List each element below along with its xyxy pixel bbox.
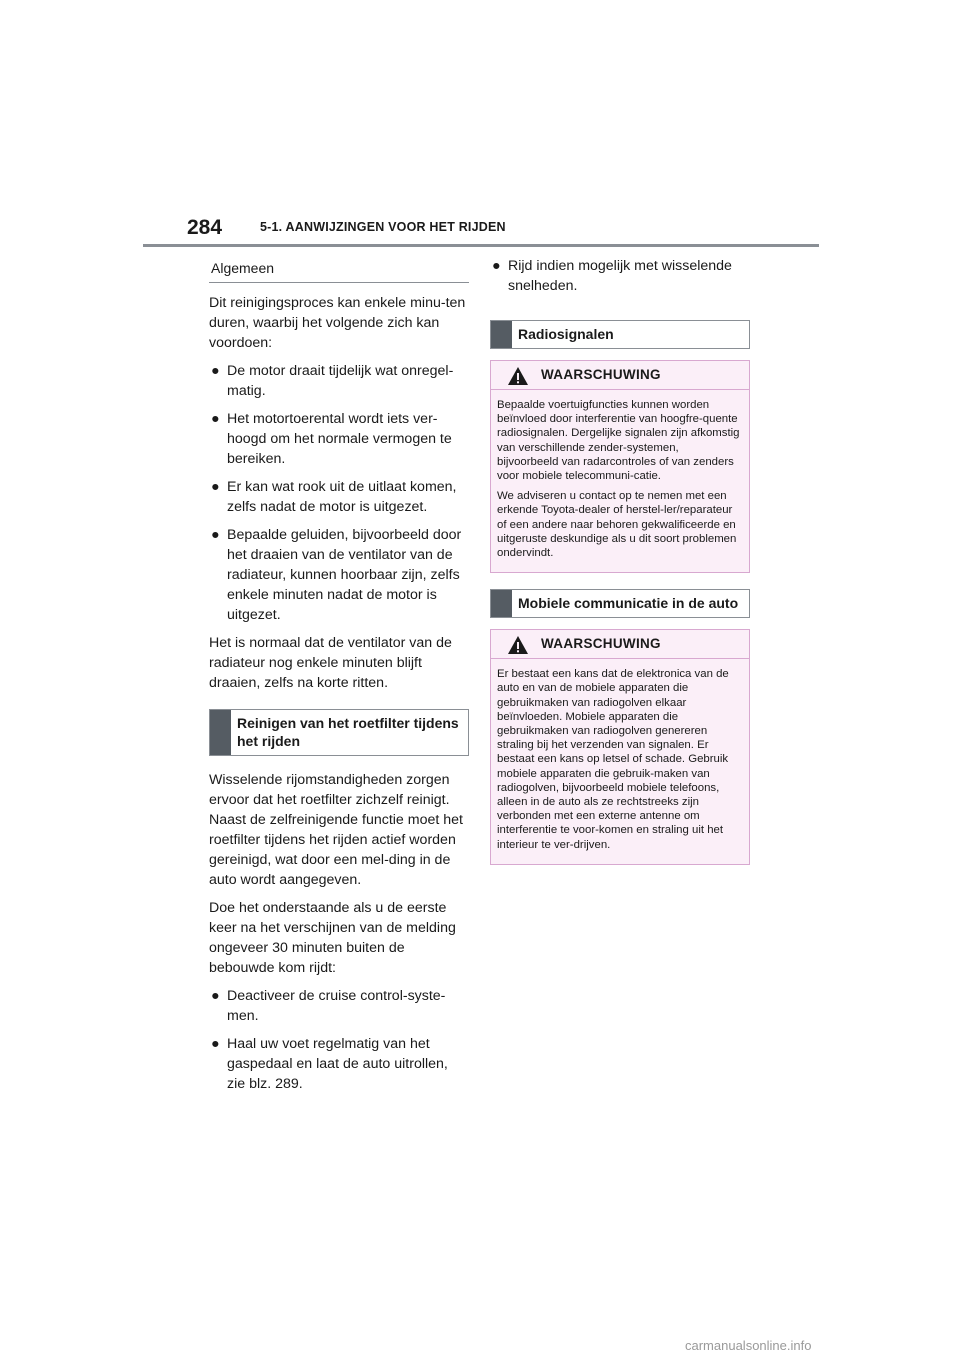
section-title: 5-1. AANWIJZINGEN VOOR HET RIJDEN [260,220,506,234]
warning-label: WAARSCHUWING [541,636,661,652]
bullet-icon: ● [211,988,220,1004]
heading-accent-bar [491,321,512,348]
section-heading: Radiosignalen [518,326,614,342]
bullet-icon: ● [211,411,220,427]
heading-accent-bar [210,710,231,755]
warning-paragraph: We adviseren u contact op te nemen met een erkende Toyota-dealer of herstel-ler/reparateur of een andere naar behoren gekwalificeerde en uitgeruste deskundige als u dit soort problemen ondervindt. [497,490,737,560]
paragraph: Doe het onderstaande als u de eerste keer na het verschijnen van de melding ongeveer 30 minuten buiten de bebouwde kom rijdt: [209,900,456,976]
section-heading: Mobiele communicatie in de auto [518,595,739,612]
warning-body [491,390,749,572]
section-heading: Reinigen van het roetfilter tijdens het rijden [237,715,459,749]
list-item: ● De motor draait tijdelijk wat onregel-matig. [211,363,454,399]
warning-body [491,659,749,864]
list-item: ● Bepaalde geluiden, bijvoorbeeld door het draaien van de ventilator van de radiateur, kunnen hoorbaar zijn, zelfs enkele minuten nadat de motor is uitgezet. [211,527,462,623]
paragraph: Dit reinigingsproces kan enkele minu-ten duren, waarbij het volgende zich kan voordoen: [209,295,466,351]
paragraph: Het is normaal dat de ventilator van de radiateur nog enkele minuten blijft draaien, zelfs na korte ritten. [209,635,452,691]
warning-triangle-icon [507,635,529,655]
bullet-icon: ● [211,479,220,495]
warning-triangle-icon [507,366,529,386]
bullet-icon: ● [211,527,220,543]
warning-label: WAARSCHUWING [541,367,661,382]
warning-box [490,629,750,865]
subheading-algemeen: Algemeen [209,256,469,283]
section-heading-box [490,589,750,618]
paragraph: Wisselende rijomstandigheden zorgen ervoor dat het roetfilter zichzelf reinigt. Naast de zelfreinigende functie moet het roetfilter tijdens het rijden actief worden gereinigd, wat door een mel-ding in de auto wordt aangegeven. [209,772,463,888]
warning-paragraph: Er bestaat een kans dat de elektronica van de auto en van de mobiele apparaten die gebruikmaken van radiogolven elkaar beïnvloeden. Mobiele apparaten die gebruikmaken van radiogolven genereren straling bij het verzenden van signalen. Er bestaat een kans op letsel of schade. Gebruik mobiele apparaten die gebruik-maken van radiogolven, bijvoorbeeld mobiele telefoons, alleen in de auto als ze rechtstreeks zijn verbonden met een externe antenne om interferentie te voor-komen en straling uit het interieur te ver-drijven. [497,668,729,851]
header-rule [143,244,819,247]
list-item: ● Deactiveer de cruise control-syste-men. [211,988,446,1024]
right-column [490,256,750,865]
bullet-icon: ● [211,1036,220,1052]
left-column [209,256,469,1102]
warning-header [491,630,749,659]
list-item: ● Rijd indien mogelijk met wisselende snelheden. [492,258,732,294]
list-item: ● Het motortoerental wordt iets ver-hoogd om het normale vermogen te bereiken. [211,411,452,467]
bullet-icon: ● [492,258,501,274]
section-heading-box [209,709,469,756]
page-number: 284 [187,216,223,239]
list-item: ● Er kan wat rook uit de uitlaat komen, zelfs nadat de motor is uitgezet. [211,479,457,515]
heading-accent-bar [491,590,512,617]
warning-box [490,360,750,573]
list-item: ● Haal uw voet regelmatig van het gaspedaal en laat de auto uitrollen, zie blz. 289. [211,1036,448,1092]
warning-header [491,361,749,390]
warning-paragraph: Bepaalde voertuigfuncties kunnen worden beïnvloed door interferentie van hoogfre-quente radiosignalen. Dergelijke signalen zijn afkomstig van verschillende zender-systemen, bijvoorbeeld van radarcontroles of van zenders voor mobiele telecommuni-catie. [497,399,740,483]
bullet-icon: ● [211,363,220,379]
section-heading-box [490,320,750,349]
page-header [0,0,960,250]
watermark: carmanualsonline.info [685,1338,812,1353]
